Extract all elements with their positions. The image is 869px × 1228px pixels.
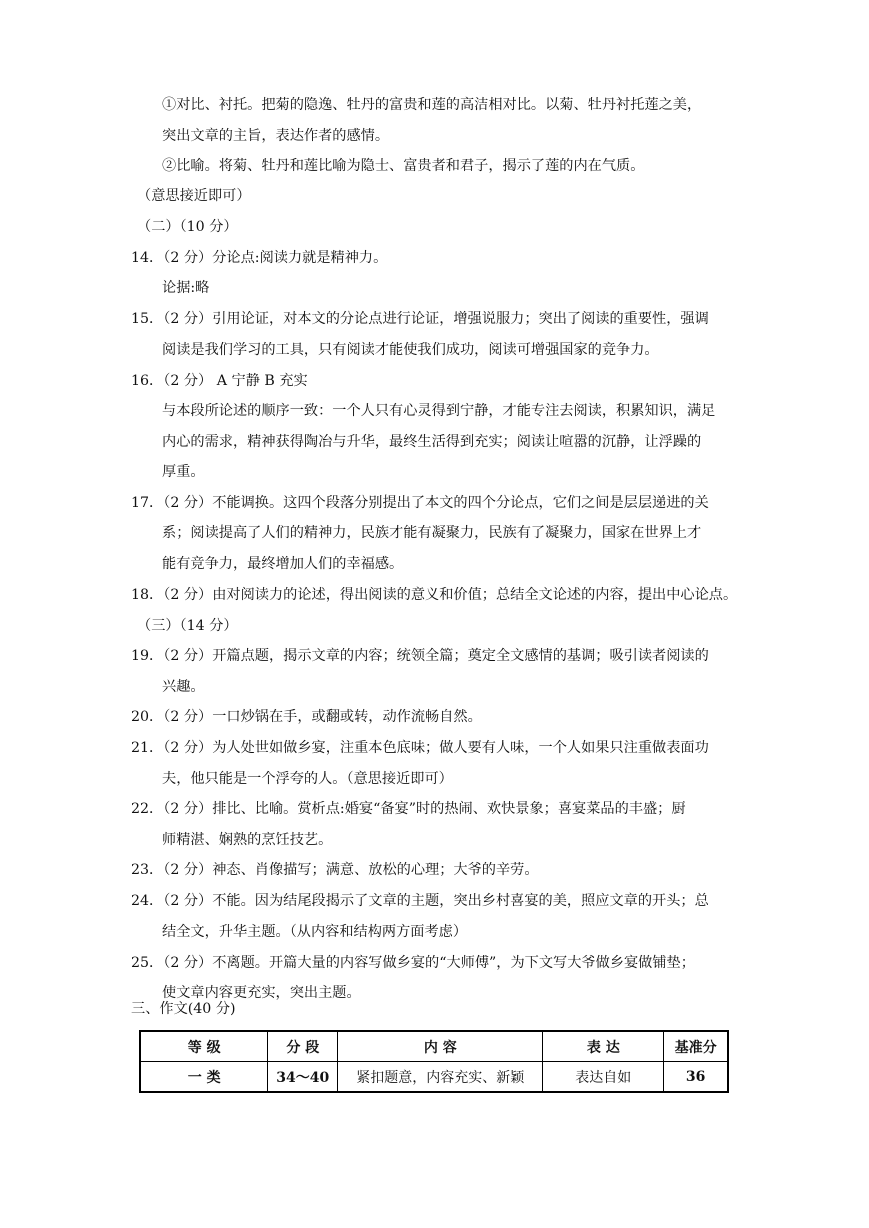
text-line: 阅读是我们学习的工具，只有阅读才能使我们成功，阅读可增强国家的竞争力。 <box>162 342 659 358</box>
cell-content: 紧扣题意，内容充实、新颖 <box>338 1062 543 1093</box>
text-line: ②比喻。将菊、牡丹和莲比喻为隐士、富贵者和君子，揭示了莲的内在气质。 <box>162 158 645 174</box>
header-level: 等 级 <box>140 1031 268 1062</box>
text-line: 厚重。 <box>162 464 205 480</box>
header-score-range: 分 段 <box>268 1031 338 1062</box>
text-line: 22．（2 分）排比、比喻。赏析点:婚宴“备宴”时的热闹、欢快景象；喜宴菜品的丰盛；厨 <box>131 801 686 817</box>
text-line: 结全文，升华主题。（从内容和结构两方面考虑） <box>162 924 468 940</box>
text-line: （二）（10 分） <box>137 219 238 235</box>
header-base-score: 基准分 <box>664 1031 728 1062</box>
text-line: 18．（2 分）由对阅读力的论述，得出阅读的意义和价值；总结全文论述的内容，提出中心论点。 <box>131 587 738 603</box>
text-line: 兴趣。 <box>162 679 205 695</box>
text-line: 14．（2 分）分论点:阅读力就是精神力。 <box>131 250 388 266</box>
table-header-row <box>140 1031 728 1062</box>
text-line: 突出文章的主旨，表达作者的感情。 <box>162 128 390 144</box>
text-line: ①对比、衬托。把菊的隐逸、牡丹的富贵和莲的高洁相对比。以菊、牡丹衬托莲之美， <box>162 97 702 113</box>
text-line: 21．（2 分）为人处世如做乡宴，注重本色底味；做人要有人味，一个人如果只注重做表面功 <box>131 740 709 756</box>
text-line: 20．（2 分）一口炒锅在手，或翻或转，动作流畅自然。 <box>131 709 482 725</box>
text-line: 系；阅读提高了人们的精神力，民族才能有凝聚力，民族有了凝聚力，国家在世界上才 <box>162 525 702 541</box>
text-line: 17．（2 分）不能调换。这四个段落分别提出了本文的四个分论点，它们之间是层层递进的关 <box>131 495 709 511</box>
text-line: 三、作文(40 分) <box>131 1001 236 1017</box>
text-line: （意思接近即可） <box>137 188 251 204</box>
text-line: 24．（2 分）不能。因为结尾段揭示了文章的主题，突出乡村喜宴的美，照应文章的开头；总 <box>131 893 709 909</box>
text-line: 论据:略 <box>162 280 210 296</box>
cell-level: 一 类 <box>140 1062 268 1093</box>
cell-score-range: 34～40 <box>268 1062 338 1093</box>
text-line: 内心的需求，精神获得陶冶与升华，最终生活得到充实；阅读让喧嚣的沉静，让浮躁的 <box>162 434 702 450</box>
table-row <box>140 1062 728 1093</box>
text-line: 23．（2 分）神态、肖像描写；满意、放松的心理；大爷的辛劳。 <box>131 862 539 878</box>
text-line: 与本段所论述的顺序一致：一个人只有心灵得到宁静，才能专注去阅读，积累知识，满足 <box>162 403 716 419</box>
cell-expression: 表达自如 <box>543 1062 664 1093</box>
text-line: 19．（2 分）开篇点题，揭示文章的内容；统领全篇；奠定全文感情的基调；吸引读者阅读的 <box>131 648 709 664</box>
text-line: （三）（14 分） <box>137 618 238 634</box>
text-line: 16．（2 分） A 宁静 B 充实 <box>131 373 308 389</box>
text-line: 夫，他只能是一个浮夸的人。（意思接近即可） <box>162 771 453 787</box>
text-line: 使文章内容更充实，突出主题。 <box>162 985 361 1001</box>
essay-grading-table <box>139 1030 729 1093</box>
text-line: 能有竞争力，最终增加人们的幸福感。 <box>162 556 404 572</box>
text-line: 15．（2 分）引用论证，对本文的分论点进行论证，增强说服力；突出了阅读的重要性，强调 <box>131 311 709 327</box>
header-content: 内 容 <box>338 1031 543 1062</box>
header-expression: 表 达 <box>543 1031 664 1062</box>
text-line: 师精湛、娴熟的烹饪技艺。 <box>162 832 333 848</box>
text-line: 25．（2 分）不离题。开篇大量的内容写做乡宴的“大师傅”，为下文写大爷做乡宴做铺垫； <box>131 955 695 971</box>
cell-base-score: 36 <box>664 1062 728 1093</box>
